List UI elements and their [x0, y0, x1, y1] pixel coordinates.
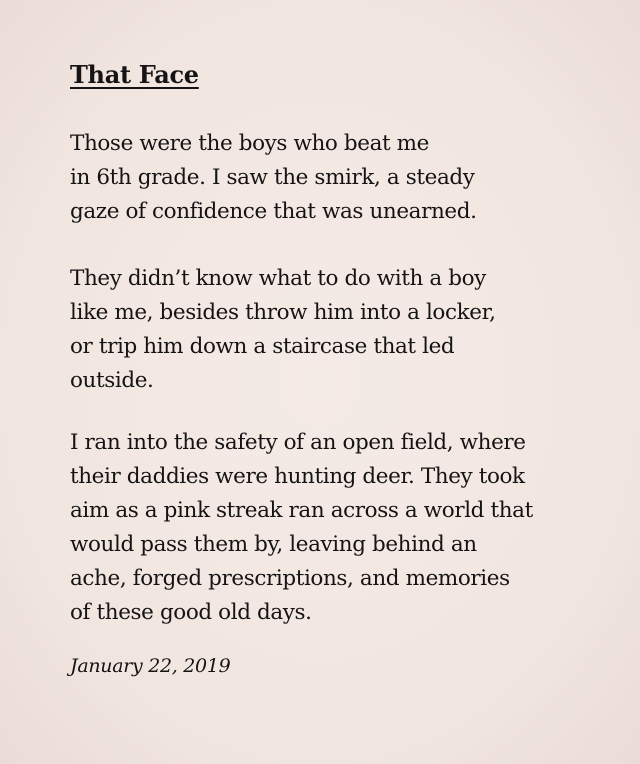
- poem-line: I ran into the safety of an open field, where: [70, 430, 526, 455]
- poem-title: That Face: [70, 60, 199, 89]
- poem-stanza: [70, 426, 533, 630]
- poem-line: their daddies were hunting deer. They took: [70, 464, 525, 489]
- poem-line: outside.: [70, 368, 154, 393]
- poem-stanza: [70, 262, 496, 398]
- poem-line: would pass them by, leaving behind an: [70, 532, 477, 557]
- poem-line: gaze of confidence that was unearned.: [70, 199, 477, 224]
- poem-line: like me, besides throw him into a locker,: [70, 300, 496, 325]
- poem-date: January 22, 2019: [70, 655, 231, 677]
- poem-line: ache, forged prescriptions, and memories: [70, 566, 510, 591]
- poem-line: in 6th grade. I saw the smirk, a steady: [70, 165, 475, 190]
- poem-stanza: [70, 127, 477, 229]
- poem-line: They didn’t know what to do with a boy: [70, 266, 486, 291]
- poem-line: aim as a pink streak ran across a world that: [70, 498, 533, 523]
- poem-line: or trip him down a staircase that led: [70, 334, 455, 359]
- poem-line: Those were the boys who beat me: [70, 131, 429, 156]
- poem-line: of these good old days.: [70, 600, 312, 625]
